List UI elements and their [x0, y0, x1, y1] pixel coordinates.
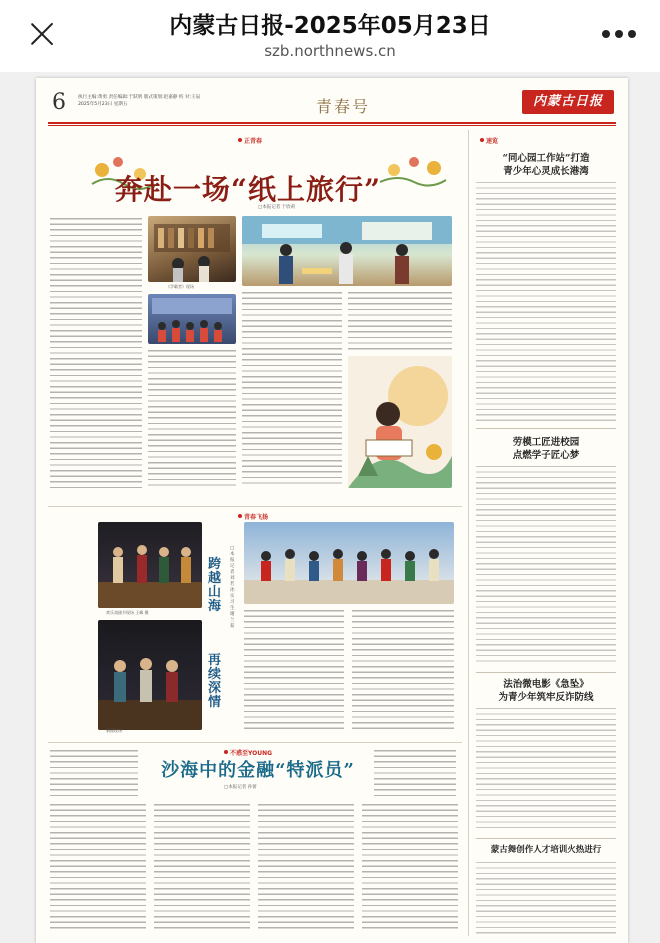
more-dots-icon[interactable] — [602, 30, 636, 40]
reading-event-photo[interactable] — [242, 216, 452, 286]
block2-byline: □本报记者 刘若冰 实习生 谢兰茹 — [230, 546, 235, 629]
block3-text-col-1 — [50, 804, 146, 932]
block3-intro-text — [50, 750, 138, 800]
brief-headline-1[interactable]: “同心园工作站”打造 青少年心灵成长港湾 — [502, 153, 590, 177]
vertical-title-2: 再续深情 — [208, 653, 222, 710]
block2-text-col-1 — [244, 610, 344, 730]
body-text-col-3 — [242, 292, 342, 488]
finance-article[interactable] — [48, 742, 462, 938]
brief-separator-1 — [476, 428, 616, 429]
meta-line-editors: 执行主编:黄勇 责任编辑:于跃明 版式策划:赵嘉静 校 对:王辰 — [78, 95, 201, 100]
body-text-col-4 — [348, 292, 452, 352]
block3-rule — [48, 742, 462, 743]
block2-text-col-2 — [352, 610, 454, 730]
brief-tag: 速览 — [480, 136, 498, 145]
stage-photo-1[interactable] — [98, 522, 202, 608]
header-rule — [48, 122, 616, 124]
brief-separator-3 — [476, 838, 616, 839]
page-title: 内蒙古日报-2025年05月23日 — [169, 13, 491, 39]
news-brief-column[interactable] — [476, 130, 616, 943]
caption-stage-1: 欢乐戏剧节现场 王峰 摄 — [106, 610, 149, 615]
vertical-title-1: 跨越山海 — [208, 557, 222, 614]
caption-stage-2: 新剧现场 — [106, 728, 122, 733]
main-article-tag: 正青春 — [238, 136, 262, 145]
close-icon[interactable] — [26, 18, 58, 50]
main-article[interactable] — [48, 130, 462, 498]
brief-headline-2[interactable]: 劳模工匠进校园 点燃学子匠心梦 — [512, 437, 580, 461]
block3-byline: □本报记者 孙蕾 — [224, 785, 257, 790]
stage-photo-1-art — [98, 522, 202, 608]
stage-photo-2[interactable] — [98, 620, 202, 730]
body-text-col-2 — [148, 350, 236, 488]
brief-text-1 — [476, 182, 616, 422]
meta-line-date: 2025年5月23日 星期五 — [78, 102, 128, 107]
stage-photo-3[interactable] — [244, 522, 454, 604]
page-number: 6 — [52, 90, 66, 115]
block3-side-text — [374, 750, 456, 800]
block3-text-col-3 — [258, 804, 354, 932]
brief-text-2 — [476, 466, 616, 666]
block2-tag: 青春飞扬 — [238, 512, 268, 521]
page-meta — [78, 94, 258, 108]
main-byline: □本报记者 于欣莉 — [258, 205, 296, 210]
block3-tag: 不惑至YOUNG — [224, 748, 272, 757]
main-headline[interactable]: 奔赴一场“纸上旅行” — [114, 173, 382, 206]
stage-photo-2-art — [98, 620, 202, 730]
header-rule-thin — [48, 125, 616, 126]
newspaper-header — [48, 88, 616, 122]
body-text-col-1 — [50, 218, 142, 488]
section-name: 青春号 — [315, 97, 370, 116]
bookstore-photo-art — [148, 216, 236, 282]
photo-caption-main: 《学霸者》现场 — [166, 284, 194, 289]
newspaper-viewer[interactable] — [0, 72, 660, 943]
brief-separator-2 — [476, 672, 616, 673]
brief-headline-3[interactable]: 法治微电影《急坠》 为青少年筑牢反诈防线 — [498, 679, 594, 703]
reading-event-photo-art — [242, 216, 452, 286]
reading-illustration — [348, 356, 452, 488]
block2-rule — [48, 506, 462, 507]
column-divider — [468, 130, 469, 936]
youth-article[interactable] — [48, 506, 462, 734]
block3-text-col-4 — [362, 804, 458, 932]
finance-headline[interactable]: 沙海中的金融“特派员” — [161, 760, 355, 781]
classroom-photo-art — [148, 294, 236, 344]
brief-text-4 — [476, 862, 616, 934]
block3-text-col-2 — [154, 804, 250, 932]
newspaper-logo: 内蒙古日报 — [522, 90, 614, 114]
brief-text-3 — [476, 708, 616, 832]
classroom-photo[interactable] — [148, 294, 236, 344]
browser-top-bar — [0, 0, 660, 72]
newspaper-page[interactable] — [36, 78, 628, 943]
bookstore-photo[interactable] — [148, 216, 236, 282]
page-url: szb.northnews.cn — [264, 42, 396, 60]
brief-headline-4[interactable]: 蒙古舞创作人才培训火热进行 — [490, 845, 602, 855]
reading-illustration-art — [348, 356, 452, 488]
stage-photo-3-art — [244, 522, 454, 604]
